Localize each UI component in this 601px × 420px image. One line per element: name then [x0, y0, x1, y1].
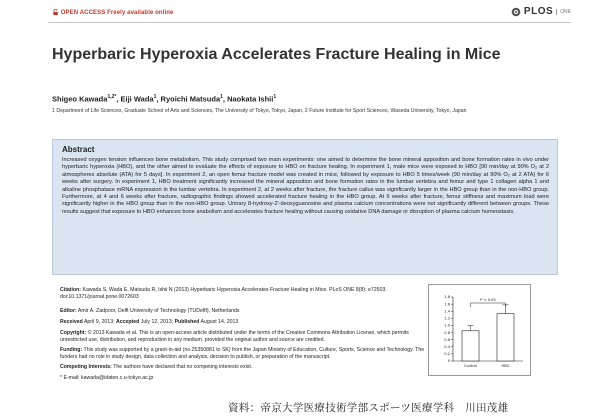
plos-logo[interactable] [511, 6, 571, 17]
abstract-box [52, 139, 558, 275]
plos-logo-icon [511, 7, 521, 17]
dates [60, 319, 425, 326]
open-access-banner [52, 9, 173, 16]
header-divider [48, 22, 571, 23]
x-tick-label: HBO [501, 364, 510, 368]
author-sup: 1 [153, 94, 157, 100]
author-name: Ryoichi Matsuda [160, 94, 221, 104]
author-name: Naokata Ishii [227, 94, 274, 104]
source-credit: 資料：帝京大学医療技術学部スポーツ医療学科 川田茂雄 [228, 402, 509, 414]
author-name: Shigeo Kawada [52, 94, 108, 104]
funding-label: Funding: [60, 347, 83, 353]
received-date: April 9, 2013; [83, 319, 115, 325]
author-sup: 1 [273, 94, 277, 100]
published-label: Published [174, 319, 200, 325]
significance-bracket [471, 303, 506, 307]
y-tick-label: 1.8 [444, 295, 450, 300]
bar-chart-svg [429, 285, 530, 375]
article-title: Hyperbaric Hyperoxia Accelerates Fracture Healing in Mice [52, 46, 501, 63]
citation [60, 287, 425, 300]
y-tick-label: 1.0 [444, 323, 450, 328]
author-sup: 1,2* [107, 94, 117, 100]
accepted-date: July 12, 2013; [140, 319, 174, 325]
received-label: Received [60, 319, 83, 325]
author-list: Shigeo Kawada$^{1,2*}$, Eiji Wada$^1$, Ryoichi Matsuda$^1$, Naokata Ishii$^1$ [52, 94, 277, 104]
bar [462, 331, 479, 361]
y-tick-label: 1.6 [444, 302, 450, 307]
plos-brand: PLOS [523, 6, 554, 17]
abstract-heading: Abstract [62, 145, 95, 154]
plos-brand-suffix: ONE [556, 9, 571, 15]
editor-label: Editor: [60, 308, 77, 314]
bar [497, 314, 514, 361]
funding [60, 347, 425, 360]
competing-label: Competing Interests: [60, 364, 112, 370]
affiliations: 1 Department of Life Sciences, Graduate School of Arts and Sciences, The University of Tokyo, Tokyo, Japan, 2 Future Institute for Sport Sciences, Waseda University, Tokyo, Japan [52, 108, 467, 114]
x-tick-label: Control [464, 364, 477, 368]
author-name: Eiji Wada [120, 94, 154, 104]
accepted-label: Accepted [115, 319, 140, 325]
y-tick-label: 0 [447, 359, 450, 364]
corresponding-email[interactable] [60, 375, 425, 382]
y-tick-label: 0.8 [444, 330, 450, 335]
abstract-text: Increased oxygen tension influences bone metabolism. This study comprised two main experiments: one aimed to determine the bone mineral apposition and bone formation rates in vivo under hyperbaric hyperoxia (HBO), and the other aimed to evaluate the effects of exposure to HBO on fracture healing. In experiment 1, male mice were exposed to HBO [90 min/day at 90% O₂ at 2 atmospheres absolute (ATA) for 5 days]. In experiment 2, an open femur fracture model was created in mice, followed by exposure to HBO 5 times/week (90 min/day at 90% O₂ at 2 ATA) for 6 weeks after surgery. In experiment 1, HBO treatment significantly increased the mineral apposition and bone formation rates in the lumbar vertebra and femur and type 1 collagen alpha 1 and alkaline phosphatase mRNA expression in the lumbar vertebra. In experiment 2, at 2 weeks after fracture, the fracture callus was significantly larger in the HBO group than in the non-HBO group. Furthermore, at 4 and 6 weeks after fracture, radiographic findings showed accelerated fracture healing in the HBO group. At 6 weeks after fracture, femur stiffness and maximum load were significantly higher in the HBO group than in the non-HBO group. Urinary 8-hydroxy-2′-deoxyguanosine and plasma calcium concentrations were not significantly different between groups. These results suggest that exposure to HBO enhances bone anabolism and accelerates fracture healing without causing oxidative DNA damage or disruption of plasma calcium homeostasis. [62, 157, 549, 215]
author-sup: 1 [220, 94, 223, 100]
editor [60, 308, 425, 315]
open-access-text: OPEN ACCESS Freely available online [60, 10, 174, 16]
y-tick-label: 1.2 [444, 316, 450, 321]
significance-label: P < 0.05 [480, 298, 496, 302]
y-tick-label: 0.2 [444, 352, 450, 357]
copyright [60, 330, 425, 343]
y-tick-label: 0.4 [444, 344, 450, 349]
open-lock-icon [53, 9, 58, 15]
published-date: August 14, 2013 [200, 319, 239, 325]
competing-text: The authors have declared that no competing interests exist. [113, 364, 253, 370]
bar-chart [428, 284, 531, 376]
copyright-label: Copyright: [60, 330, 87, 336]
y-tick-label: 1.4 [444, 309, 450, 314]
copyright-text: © 2013 Kawada et al. This is an open-access article distributed under the terms of the Creative Commons Attribution License, which permits unrestricted use, distribution, and reproduction in any medium, provided the original author and source are credited. [60, 330, 409, 343]
editor-text: Amir A. Zadpoor, Delft University of Technology (TUDelft), Netherlands [77, 308, 240, 314]
competing-interests [60, 364, 425, 371]
email-text[interactable]: * E-mail: kawada@idaten.c.u-tokyo.ac.jp [60, 375, 154, 381]
funding-text: This study was supported by a grant-in-aid (no.25350881 to SK) from the Japan Ministry of Education, Culture, Sports, Science and Technology. The funders had no role in study design, data collection and analysis, decision to publish, or preparation of the manuscript. [60, 347, 425, 360]
y-tick-label: 0.6 [444, 337, 450, 342]
citation-text: Kawada S, Wada E, Matsuda R, Ishii N (2013) Hyperbaric Hyperoxia Accelerates Fracture Healing in Mice. PLoS ONE 8(8): e72603. doi:10.1371/journal.pone.0072603 [60, 287, 387, 300]
citation-label: Citation: [60, 287, 82, 293]
